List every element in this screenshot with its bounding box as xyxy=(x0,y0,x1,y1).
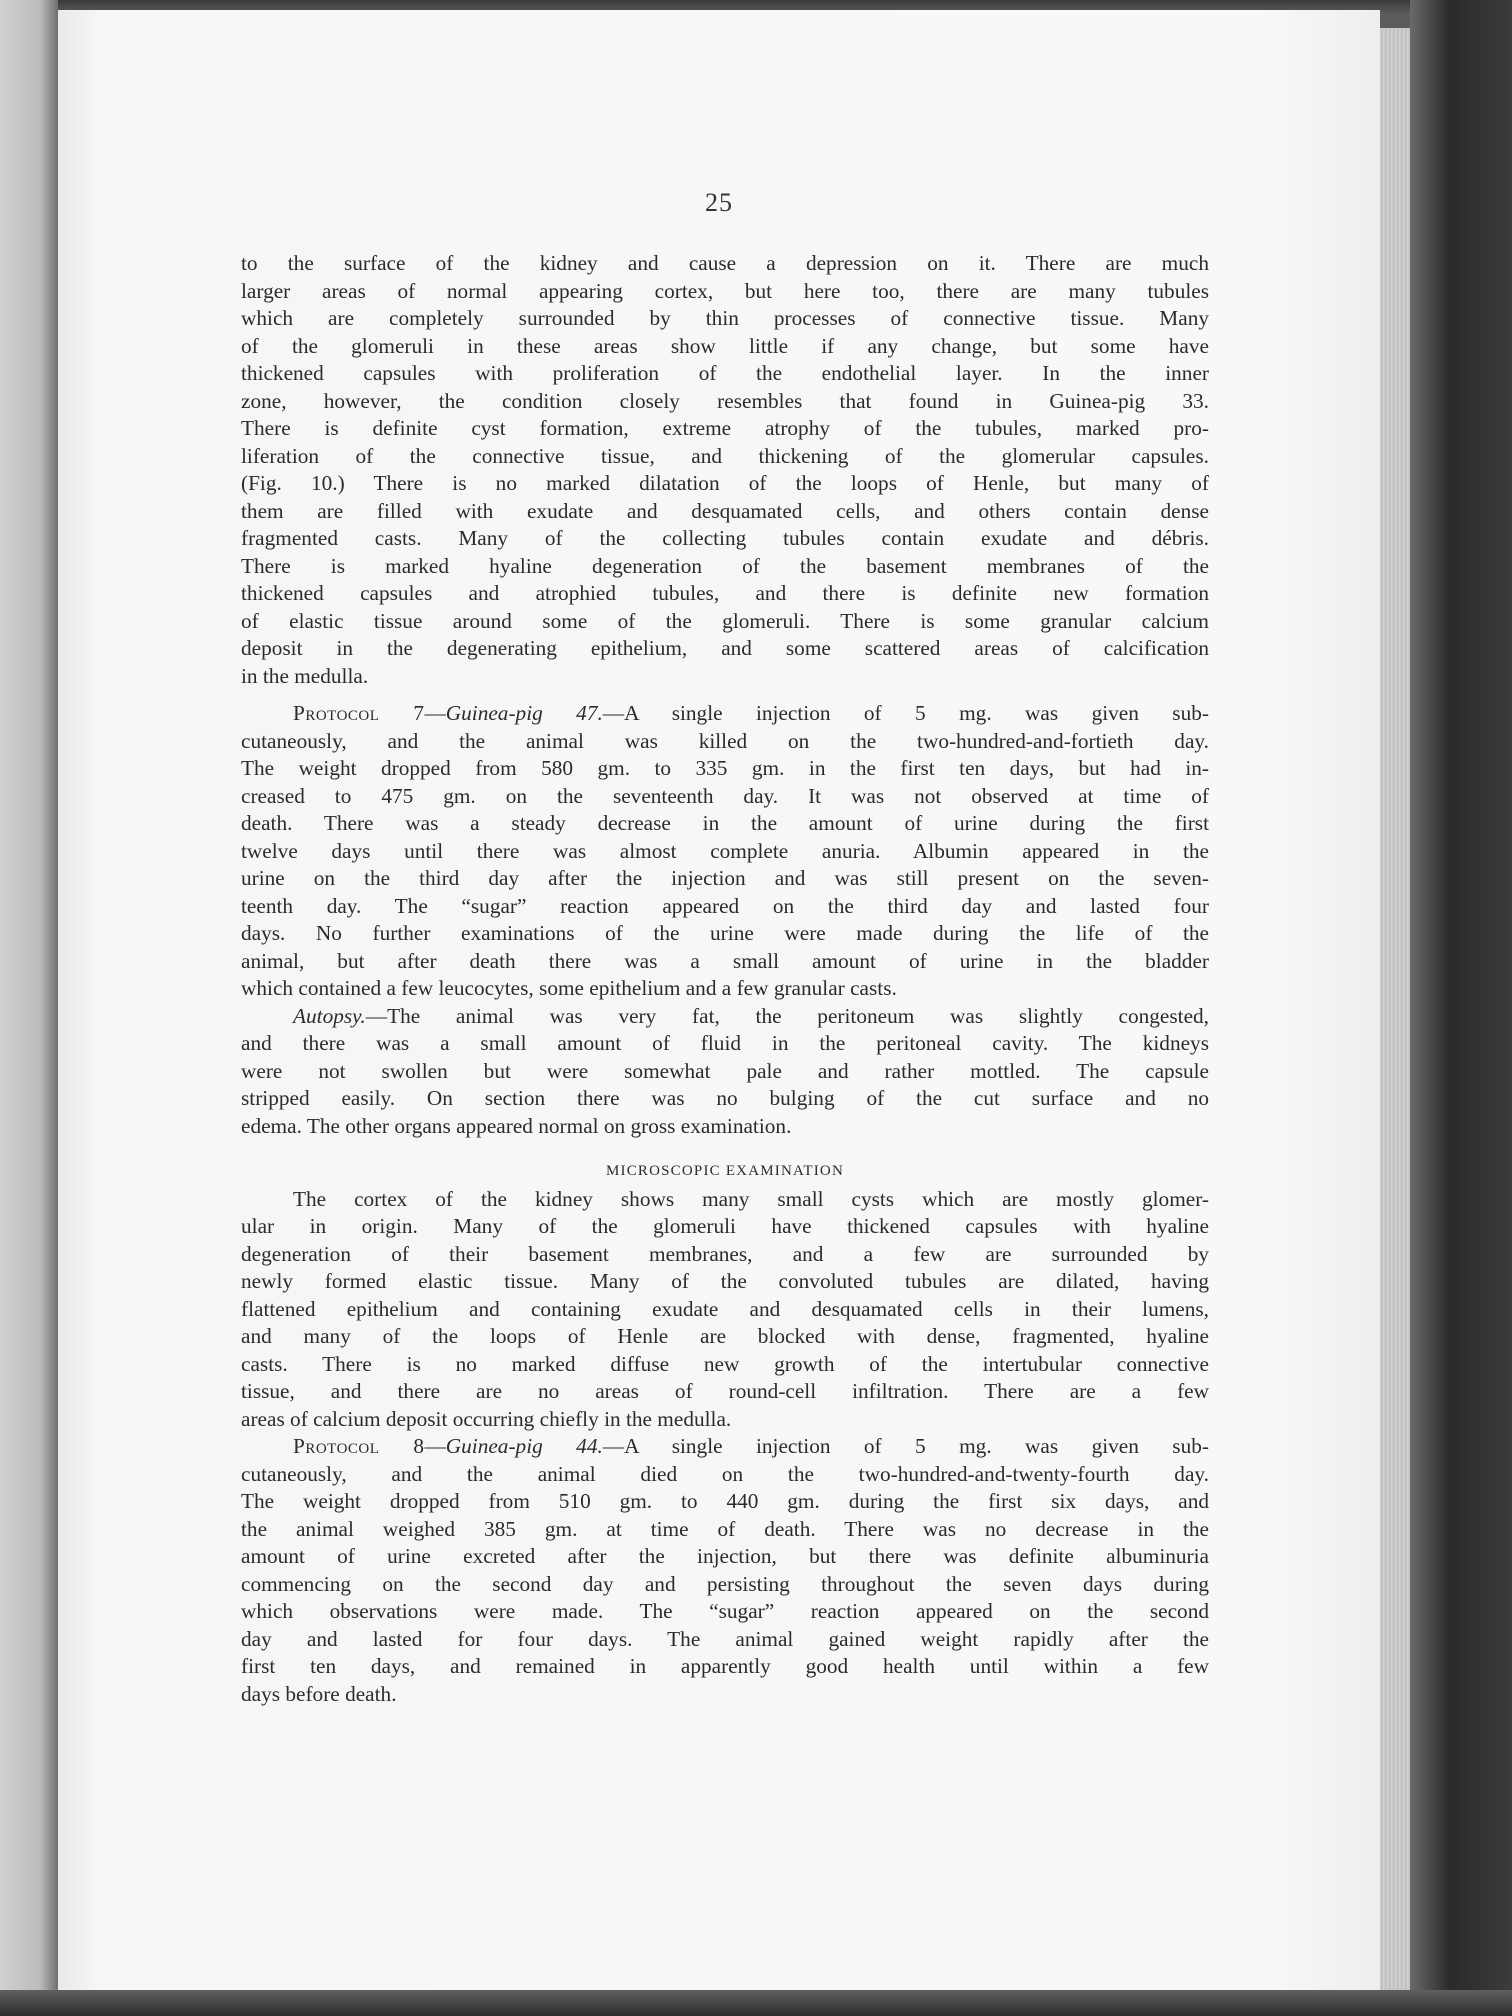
text-line: There is marked hyaline degeneration of the basement membranes of the xyxy=(241,553,1209,578)
text-line: degeneration of their basement membranes, and a few are surrounded by xyxy=(241,1241,1209,1266)
text-line: stripped easily. On section there was no bulging of the cut surface and no xyxy=(241,1086,1209,1110)
text-line: which are completely surrounded by thin processes of connective tissue. Many xyxy=(241,306,1209,330)
text-line: cutaneously, and the animal died on the two-hundred-and-twenty-fourth day. xyxy=(241,1461,1209,1486)
protocol-8-label: Protocol 8 xyxy=(293,1434,425,1458)
paragraph-kidney-description xyxy=(241,250,1209,690)
protocol-7-label: Protocol 7 xyxy=(293,701,425,725)
text-line: first ten days, and remained in apparently good health until within a few xyxy=(241,1654,1209,1678)
text-line: and many of the loops of Henle are blocked with dense, fragmented, hyaline xyxy=(241,1324,1209,1348)
text-line: and there was a small amount of fluid in the peritoneal cavity. The kidneys xyxy=(241,1031,1209,1055)
text-line: creased to 475 gm. on the seventeenth day. It was not observed at time of xyxy=(241,783,1209,808)
protocol-7-lines xyxy=(241,728,1209,1003)
paragraph-protocol-8 xyxy=(241,1433,1209,1708)
text-line: twelve days until there was almost complete anuria. Albumin appeared in the xyxy=(241,838,1209,863)
paragraph-microscopic xyxy=(241,1186,1209,1434)
text-line: deposit in the degenerating epithelium, and some scattered areas of calcification xyxy=(241,636,1209,660)
text-line: in the medulla. xyxy=(241,663,369,688)
text-line: them are filled with exudate and desquamated cells, and others contain dense xyxy=(241,498,1209,523)
text-line: teenth day. The “sugar” reaction appeared on the third day and lasted four xyxy=(241,893,1209,918)
autopsy-first-line xyxy=(241,1003,1209,1031)
text-line: commencing on the second day and persisting throughout the seven days during xyxy=(241,1571,1209,1596)
protocol-7-first-line-rest: —A single injection of 5 mg. was given sub- xyxy=(602,701,1209,725)
protocol-8-subject: Guinea-pig 44. xyxy=(445,1434,603,1458)
microscopic-first-line: The cortex of the kidney shows many small cysts which are mostly glomer- xyxy=(293,1186,1209,1211)
paragraph-protocol-7 xyxy=(241,700,1209,1003)
text-line: were not swollen but were somewhat pale and rather mottled. The capsule xyxy=(241,1058,1209,1083)
text-line: thickened capsules with proliferation of the endothelial layer. In the inner xyxy=(241,361,1209,385)
microscopic-lines xyxy=(241,1213,1209,1433)
text-line: tissue, and there are no areas of round-cell infiltration. There are a few xyxy=(241,1379,1209,1403)
section-heading: MICROSCOPIC EXAMINATION xyxy=(605,1163,845,1179)
protocol-8-first-line-rest: —A single injection of 5 mg. was given sub- xyxy=(602,1434,1209,1458)
text-line: days. No further examinations of the urine were made during the life of the xyxy=(241,921,1209,945)
text-line: zone, however, the condition closely resembles that found in Guinea-pig 33. xyxy=(241,388,1209,413)
protocol-8-first-line: Protocol 8—Guinea-pig 44.—A single injection of 5 mg. was given sub- xyxy=(293,1434,1209,1458)
text-line: larger areas of normal appearing cortex, but here too, there are many tubules xyxy=(241,278,1209,303)
page-sheet xyxy=(58,10,1380,2000)
text-line: of the glomeruli in these areas show little if any change, but some have xyxy=(241,333,1209,358)
text-line: newly formed elastic tissue. Many of the convoluted tubules are dilated, having xyxy=(241,1269,1209,1293)
text-line: The weight dropped from 580 gm. to 335 gm. in the first ten days, but had in- xyxy=(241,756,1209,780)
text-line: (Fig. 10.) There is no marked dilatation of the loops of Henle, but many of xyxy=(241,471,1209,495)
text-line: animal, but after death there was a small amount of urine in the bladder xyxy=(241,948,1209,973)
page-number: 25 xyxy=(705,188,733,217)
autopsy-label: Autopsy. xyxy=(293,1003,366,1028)
protocol-7-subject: Guinea-pig 47. xyxy=(445,701,603,725)
text-line: areas of calcium deposit occurring chiefly in the medulla. xyxy=(241,1406,732,1431)
left-page-margin xyxy=(0,0,58,2016)
text-line: urine on the third day after the injection and was still present on the seven- xyxy=(241,866,1209,890)
text-line: of elastic tissue around some of the glomeruli. There is some granular calcium xyxy=(241,608,1209,633)
text-line: day and lasted for four days. The animal gained weight rapidly after the xyxy=(241,1626,1209,1651)
text-line: There is definite cyst formation, extreme atrophy of the tubules, marked pro- xyxy=(241,416,1209,440)
text-line: flattened epithelium and containing exudate and desquamated cells in their lumens, xyxy=(241,1296,1209,1321)
text-line: cutaneously, and the animal was killed on the two-hundred-and-fortieth day. xyxy=(241,728,1209,753)
text-line: ular in origin. Many of the glomeruli have thickened capsules with hyaline xyxy=(241,1214,1209,1238)
paragraph-autopsy xyxy=(241,1003,1209,1141)
book-cover-edge xyxy=(1410,0,1512,2016)
text-line: days before death. xyxy=(241,1681,397,1706)
text-line: amount of urine excreted after the injection, but there was definite albuminuria xyxy=(241,1544,1209,1568)
text-line: The weight dropped from 510 gm. to 440 gm. during the first six days, and xyxy=(241,1489,1209,1513)
text-line: death. There was a steady decrease in the amount of urine during the first xyxy=(241,811,1209,835)
text-line: edema. The other organs appeared normal on gross examination. xyxy=(241,1113,792,1138)
text-line: thickened capsules and atrophied tubules, and there is definite new formation xyxy=(241,581,1209,605)
text-line: the animal weighed 385 gm. at time of death. There was no decrease in the xyxy=(241,1516,1209,1541)
text-line: casts. There is no marked diffuse new growth of the intertubular connective xyxy=(241,1351,1209,1376)
text-line: to the surface of the kidney and cause a depression on it. There are much xyxy=(241,251,1209,275)
text-line: liferation of the connective tissue, and thickening of the glomerular capsules. xyxy=(241,443,1209,468)
text-line: fragmented casts. Many of the collecting tubules contain exudate and débris. xyxy=(241,526,1209,550)
autopsy-lines xyxy=(241,1030,1209,1140)
bottom-shadow xyxy=(0,1990,1512,2016)
text-line: which observations were made. The “sugar” reaction appeared on the second xyxy=(241,1599,1209,1623)
page-edges xyxy=(1380,28,1410,1998)
autopsy-first-line-rest: —The animal was very fat, the peritoneum was slightly congested, xyxy=(365,1003,1209,1028)
protocol-8-lines xyxy=(241,1461,1209,1709)
body-text xyxy=(241,250,1209,1708)
protocol-7-first-line: Protocol 7—Guinea-pig 47.—A single injection of 5 mg. was given sub- xyxy=(293,701,1209,725)
text-line: which contained a few leucocytes, some epithelium and a few granular casts. xyxy=(241,976,897,1000)
